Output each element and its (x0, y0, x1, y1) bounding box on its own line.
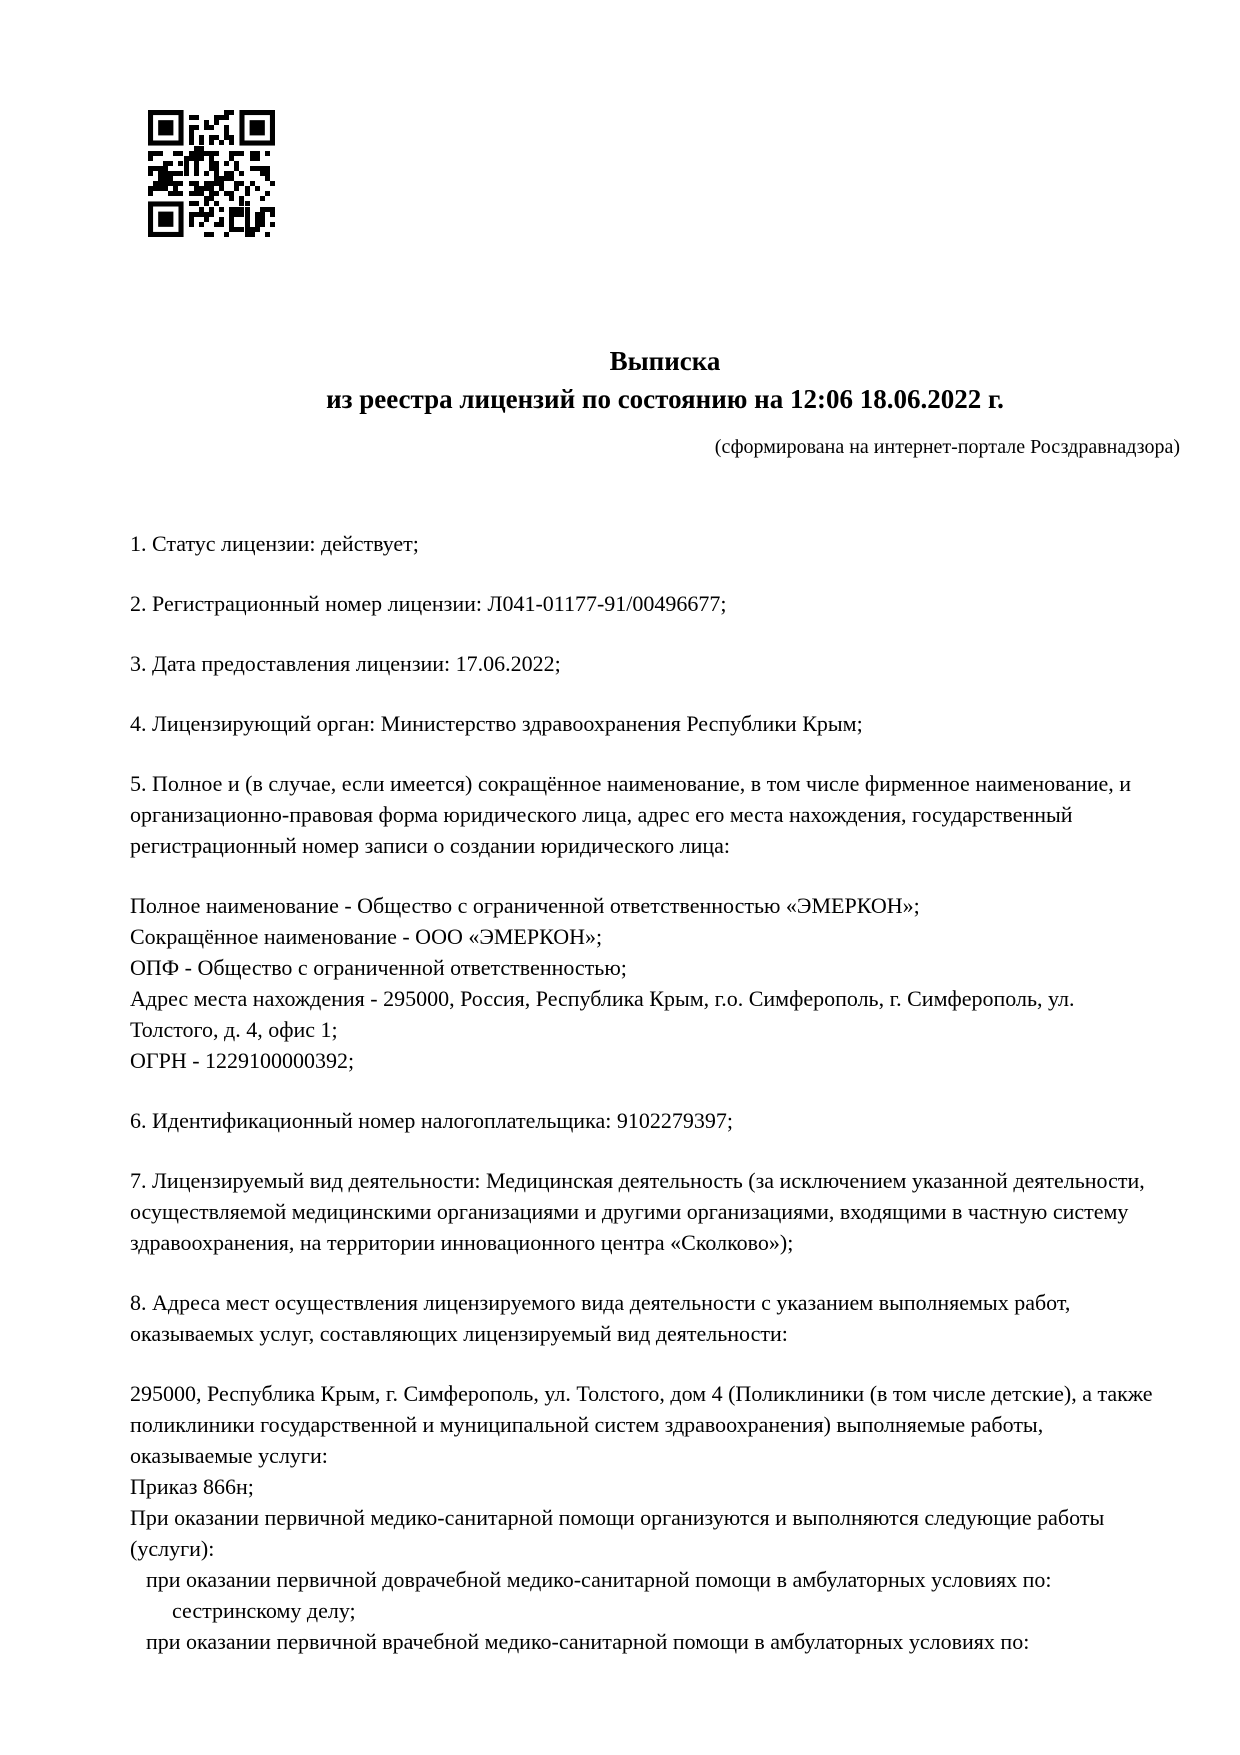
services-intro: При оказании первичной медико-санитарной помощи организуются и выполняются следующие работы (услуги): (130, 1505, 1105, 1561)
title-line-2: из реестра лицензий по состоянию на 12:06 18.06.2022 г. (326, 384, 1004, 414)
service-nursing: сестринскому делу; (172, 1598, 356, 1623)
title-line-1: Выписка (609, 346, 721, 376)
service-pre-medical-care: при оказании первичной доврачебной медико-санитарной помощи в амбулаторных условиях по: (146, 1567, 1052, 1592)
para-organization-intro: 5. Полное и (в случае, если имеется) сокращённое наименование, в том числе фирменное наименование, и организационно-правовая форма юридического лица, адрес его места нахождения, государственный регистрационный номер записи о создании юридического лица: (130, 771, 1132, 858)
activity-location: 295000, Республика Крым, г. Симферополь, ул. Толстого, дом 4 (Поликлиники (в том числе детские), а также поликлиники государственной и муниципальной систем здравоохранения) выполняемые работы, оказываемые услуги: (130, 1381, 1153, 1468)
org-address: Адрес места нахождения - 295000, Россия, Республика Крым, г.о. Симферополь, г. Симферополь, ул. Толстого, д. 4, офис 1; (130, 986, 1075, 1042)
para-registration-number: 2. Регистрационный номер лицензии: Л041-01177-91/00496677; (130, 591, 727, 616)
para-licensed-activity: 7. Лицензируемый вид деятельности: Медицинская деятельность (за исключением указанной деятельности, осуществляемой медицинскими организациями и другими организациями, входящими в частную систему здравоохранения, на территории инновационного центра «Сколково»); (130, 1168, 1145, 1255)
order-number: Приказ 866н; (130, 1474, 254, 1499)
para-addresses-intro: 8. Адреса мест осуществления лицензируемого вида деятельности с указанием выполняемых работ, оказываемых услуг, составляющих лицензируемый вид деятельности: (130, 1290, 1071, 1346)
activity-address-block (130, 1378, 1165, 1657)
page-title (130, 342, 1200, 418)
subtitle-formed-note: (сформирована на интернет-портале Росздравнадзора) (714, 436, 1180, 458)
org-ogrn: ОГРН - 1229100000392; (130, 1048, 355, 1073)
para-grant-date: 3. Дата предоставления лицензии: 17.06.2022; (130, 651, 561, 676)
qr-code (148, 110, 275, 237)
organization-details-block (130, 890, 1165, 1076)
org-short-name: Сокращённое наименование - ООО «ЭМЕРКОН»; (130, 924, 603, 949)
para-taxpayer-number: 6. Идентификационный номер налогоплательщика: 9102279397; (130, 1108, 733, 1133)
org-legal-form: ОПФ - Общество с ограниченной ответственностью; (130, 955, 627, 980)
org-full-name: Полное наименование - Общество с ограниченной ответственностью «ЭМЕРКОН»; (130, 893, 920, 918)
service-primary-medical-care: при оказании первичной врачебной медико-санитарной помощи в амбулаторных условиях по: (146, 1629, 1030, 1654)
para-licensing-authority: 4. Лицензирующий орган: Министерство здравоохранения Республики Крым; (130, 711, 863, 736)
para-license-status: 1. Статус лицензии: действует; (130, 531, 419, 556)
